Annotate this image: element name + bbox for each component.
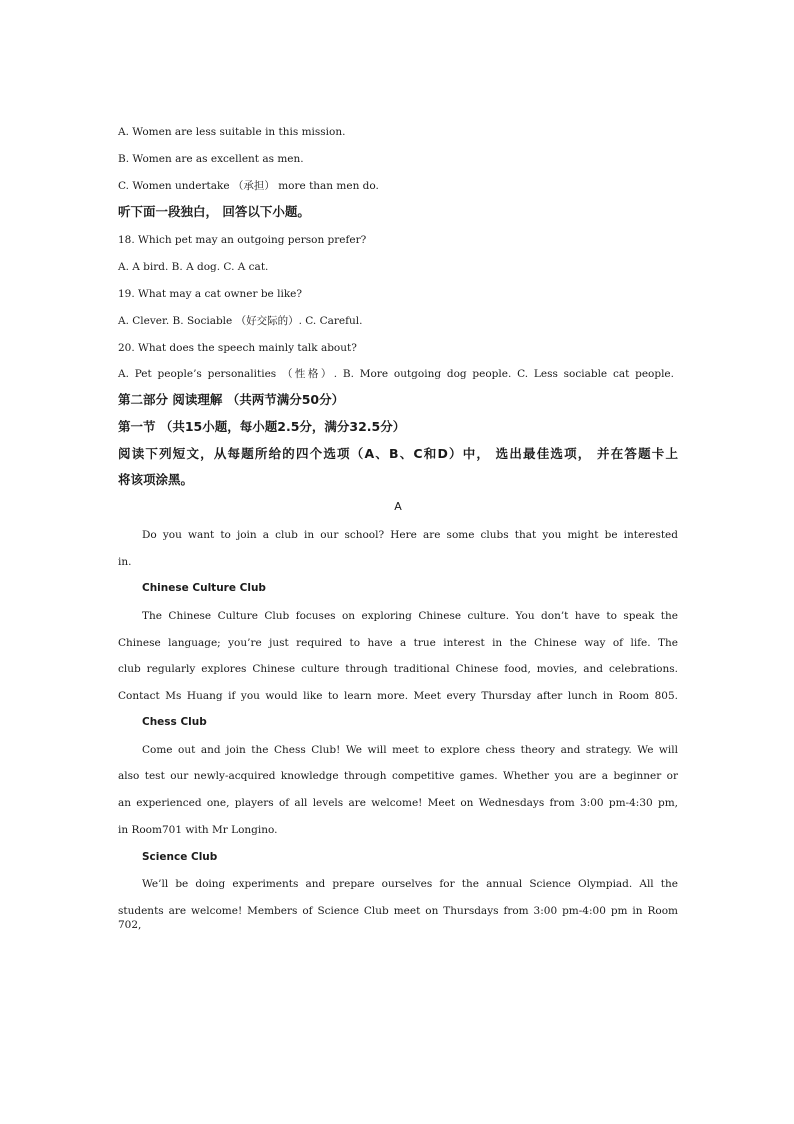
q18-question: 18. Which pet may an outgoing person prefer? [118,234,367,246]
club-text-line: Come out and join the Chess Club! We will meet to explore chess theory and strategy. We will [142,744,678,756]
q19-options: A. Clever. B. Sociable （好交际的）. C. Careful. [118,315,363,327]
q17-option-c: C. Women undertake （承担） more than men do. [118,180,379,192]
monologue-instruction: 听下面一段独白， 回答以下小题。 [118,204,310,219]
q19-question: 19. What may a cat owner be like? [118,288,303,300]
q20-question: 20. What does the speech mainly talk about? [118,342,357,354]
club-text-line: in Room701 with Mr Longino. [118,824,278,836]
club-text-line: also test our newly-acquired knowledge through competitive games. Whether you are a beginner or [118,770,678,782]
passage-intro-line2: in. [118,556,132,568]
reading-instruction-line2: 将该项涂黑。 [118,472,194,487]
part2-title: 第二部分 阅读理解 （共两节满分50分） [118,392,345,407]
club-text-line: students are welcome! Members of Science Club meet on Thursdays from 3:00 pm-4:00 pm in Room 702, [118,905,678,931]
club-text-line: We’ll be doing experiments and prepare ourselves for the annual Science Olympiad. All the [142,878,678,890]
passage-intro-line1: Do you want to join a club in our school? Here are some clubs that you might be interested [142,529,678,541]
club-name-science: Science Club [142,851,218,863]
section1-title: 第一节 （共15小题，每小题2.5分，满分32.5分） [118,419,406,434]
club-name-chess: Chess Club [142,716,207,728]
club-text-line: Chinese language; you’re just required to have a true interest in the Chinese way of life. The [118,637,678,649]
club-name-chinese-culture: Chinese Culture Club [142,582,266,594]
club-text-line: an experienced one, players of all levels are welcome! Meet on Wednesdays from 3:00 pm-4:30 pm, [118,797,678,809]
q17-option-b: B. Women are as excellent as men. [118,153,304,165]
passage-letter: A [394,500,402,513]
q18-options: A. A bird. B. A dog. C. A cat. [118,261,269,273]
club-text-line: Contact Ms Huang if you would like to learn more. Meet every Thursday after lunch in Room 805. [118,690,678,702]
club-text-line: The Chinese Culture Club focuses on exploring Chinese culture. You don’t have to speak the [142,610,678,622]
q20-options: A. Pet people’s personalities （性格）. B. More outgoing dog people. C. Less sociable cat people. [118,368,674,380]
reading-instruction-line1: 阅读下列短文，从每题所给的四个选项（A、B、C和D）中， 选出最佳选项， 并在答题卡上 [118,446,678,461]
club-text-line: club regularly explores Chinese culture through traditional Chinese food, movies, and celebrations. [118,663,678,675]
q17-option-a: A. Women are less suitable in this mission. [118,126,346,138]
